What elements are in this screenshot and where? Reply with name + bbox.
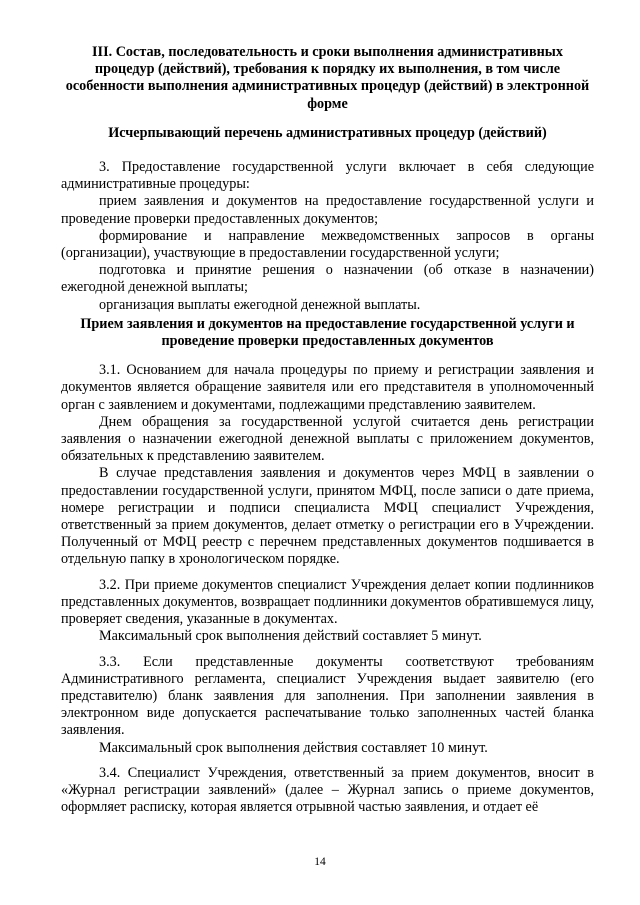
procedure-item: организация выплаты ежегодной денежной выплаты. <box>99 296 421 313</box>
paragraph-max-time-10: Максимальный срок выполнения действия составляет 10 минут. <box>99 739 488 756</box>
paragraph-3-4: 3.4. Специалист Учреждения, ответственный за прием документов, вносит в «Журнал регистрации заявлений» (далее – Журнал запись о приеме документов, оформляет расписку, которая является отрывной частью заявления, и отдает её <box>61 764 594 816</box>
paragraph-3-1: 3.1. Основанием для начала процедуры по приему и регистрации заявления и документов является обращение заявителя или его представителя в уполномоченный орган с заявлением и документами, подлежащими представлению заявителем. <box>61 362 594 413</box>
paragraph-application-day: Днем обращения за государственной услугой считается день регистрации заявления о назначении ежегодной денежной выплаты с приложением документов, обязательных к представлению заявителем. <box>61 413 594 465</box>
reception-title: Прием заявления и документов на предоставление государственной услуги и проведение проверки предоставленных документов <box>80 315 575 350</box>
page-content <box>61 44 594 816</box>
paragraph-3-3: 3.3. Если представленные документы соответствуют требованиям Административного регламента, специалист Учреждения выдает заявителю (его представителю) бланк заявления для заполнения. При заполнении заявления в электронном виде допускается распечатывание только заполненных частей бланка заявления. <box>61 653 594 739</box>
procedure-item: формирование и направление межведомственных запросов в органы (организации), участвующие в предоставлении государственной услуги; <box>61 227 594 262</box>
paragraph-mfc: В случае представления заявления и документов через МФЦ в заявлении о предоставлении государственной услуги, принятом МФЦ, после записи о дате приема, номере регистрации и подписи специалиста МФЦ специалист Учреждения, ответственный за прием документов, делает отметку о регистрации его в Учреждении. Полученный от МФЦ реестр с перечнем представленных документов подшивается в отдельную папку в хронологическом порядке. <box>61 465 594 568</box>
paragraph-3: 3. Предоставление государственной услуги включает в себя следующие административные процедуры: <box>61 159 594 193</box>
section-title: III. Состав, последовательность и сроки выполнения административных процедур (действий), требования к порядку их выполнения, в том числе особенности выполнения административных процедур (действий) в электронной форме <box>65 44 590 112</box>
procedures-list-title: Исчерпывающий перечень административных процедур (действий) <box>108 124 547 141</box>
paragraph-max-time-5: Максимальный срок выполнения действий составляет 5 минут. <box>99 628 482 645</box>
paragraph-3-2: 3.2. При приеме документов специалист Учреждения делает копии подлинников представленных документов, возвращает подлинники документов обратившемуся лицу, проверяет сведения, указанные в документах. <box>61 576 594 628</box>
procedure-item: подготовка и принятие решения о назначении (об отказе в назначении) ежегодной денежной выплаты; <box>61 262 594 296</box>
procedure-item: прием заявления и документов на предоставление государственной услуги и проведение проверки предоставленных документов; <box>61 193 594 227</box>
page-number: 14 <box>314 856 326 868</box>
